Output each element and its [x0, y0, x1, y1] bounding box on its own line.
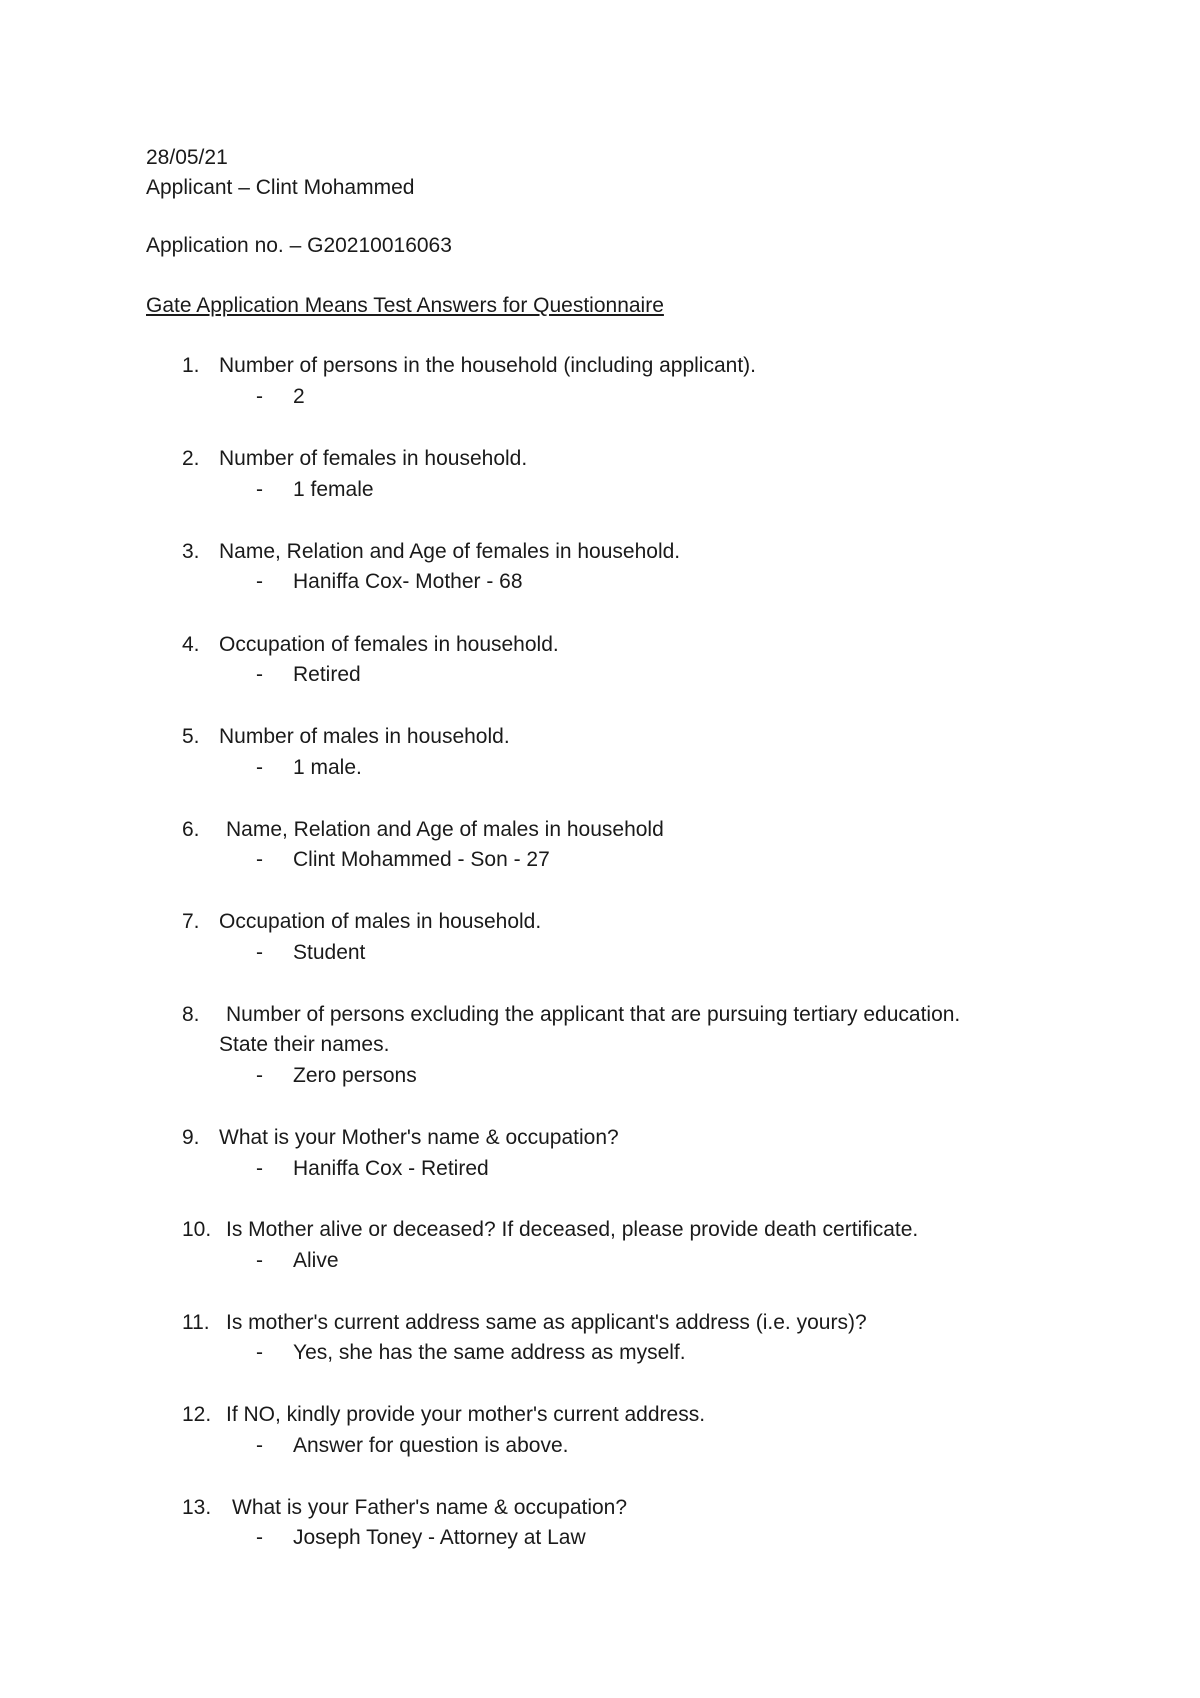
answer-text: 1 male. [293, 756, 362, 779]
applicant-name: Applicant – Clint Mohammed [146, 176, 415, 199]
answer-text: 2 [293, 385, 305, 408]
answer-dash: - [256, 478, 263, 501]
answer-dash: - [256, 385, 263, 408]
answer-dash: - [256, 941, 263, 964]
question-number: 2. [182, 447, 200, 470]
answer-text: Zero persons [293, 1064, 417, 1087]
answer-dash: - [256, 570, 263, 593]
question-number: 8. [182, 1003, 200, 1026]
question-text-continued: State their names. [219, 1033, 390, 1056]
question-text: Number of females in household. [219, 447, 528, 470]
question-number: 11. [182, 1311, 210, 1334]
question-number: 9. [182, 1126, 200, 1149]
question-text: Name, Relation and Age of females in household. [219, 540, 681, 563]
application-number: Application no. – G20210016063 [146, 234, 452, 257]
question-text: Is mother's current address same as applicant's address (i.e. yours)? [226, 1311, 867, 1334]
question-text: Occupation of males in household. [219, 910, 542, 933]
document-title: Gate Application Means Test Answers for Questionnaire [146, 294, 664, 317]
question-text: Name, Relation and Age of males in household [226, 818, 664, 841]
question-number: 10. [182, 1218, 212, 1241]
answer-dash: - [256, 1526, 263, 1549]
question-number: 5. [182, 725, 200, 748]
answer-dash: - [256, 1434, 263, 1457]
question-text: Number of persons in the household (including applicant). [219, 354, 756, 377]
question-number: 12. [182, 1403, 212, 1426]
answer-text: Student [293, 941, 366, 964]
question-number: 6. [182, 818, 200, 841]
question-text: If NO, kindly provide your mother's current address. [226, 1403, 706, 1426]
answer-text: Joseph Toney - Attorney at Law [293, 1526, 586, 1549]
question-number: 7. [182, 910, 200, 933]
answer-dash: - [256, 1157, 263, 1180]
answer-dash: - [256, 1064, 263, 1087]
answer-dash: - [256, 756, 263, 779]
question-text: Is Mother alive or deceased? If deceased, please provide death certificate. [226, 1218, 919, 1241]
answer-text: Alive [293, 1249, 339, 1272]
answer-dash: - [256, 848, 263, 871]
answer-text: 1 female [293, 478, 374, 501]
answer-dash: - [256, 1341, 263, 1364]
question-text: Occupation of females in household. [219, 633, 559, 656]
question-number: 3. [182, 540, 200, 563]
question-text: What is your Mother's name & occupation? [219, 1126, 619, 1149]
question-text: What is your Father's name & occupation? [232, 1496, 628, 1519]
answer-text: Clint Mohammed - Son - 27 [293, 848, 550, 871]
answer-dash: - [256, 663, 263, 686]
answer-text: Retired [293, 663, 361, 686]
document-date: 28/05/21 [146, 146, 228, 169]
answer-text: Yes, she has the same address as myself. [293, 1341, 686, 1364]
answer-text: Answer for question is above. [293, 1434, 569, 1457]
question-number: 4. [182, 633, 200, 656]
question-number: 13. [182, 1496, 212, 1519]
question-number: 1. [182, 354, 200, 377]
question-text: Number of persons excluding the applicant that are pursuing tertiary education. [226, 1003, 961, 1026]
question-text: Number of males in household. [219, 725, 510, 748]
answer-text: Haniffa Cox- Mother - 68 [293, 570, 523, 593]
answer-text: Haniffa Cox - Retired [293, 1157, 489, 1180]
answer-dash: - [256, 1249, 263, 1272]
